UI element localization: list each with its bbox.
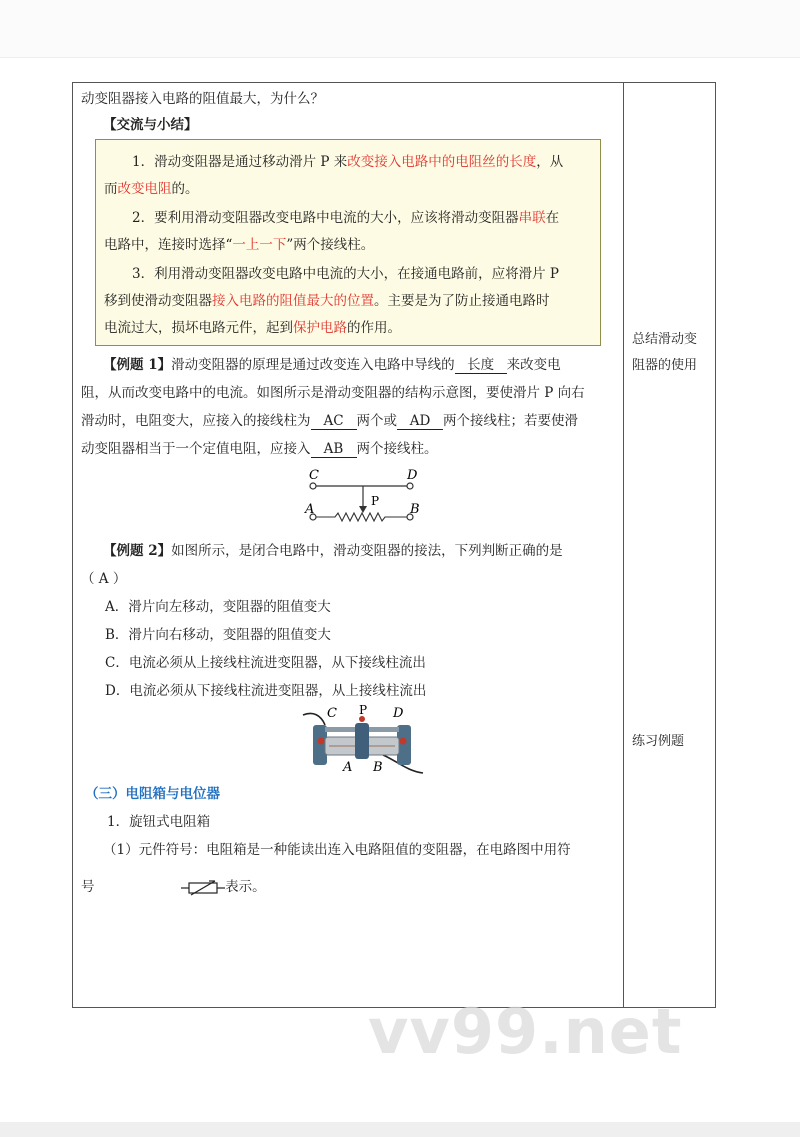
watermark: vv99.net [368,995,683,1068]
label-a2: A [343,760,353,775]
section3-title: （三）电阻箱与电位器 [85,786,220,802]
rheostat-photo-diagram [299,705,429,775]
rheostat-schematic [301,465,421,527]
label-a: A [305,502,315,517]
section3-item1: 1．旋钮式电阻箱 [107,814,211,830]
answer-blank-ac: AC [311,413,357,430]
summary-line-3: 2．要利用滑动变阻器改变电路中电流的大小，应该将滑动变阻器串联在 [132,210,560,226]
answer-blank-length: 长度 [455,353,507,374]
exchange-heading: 【交流与小结】 [103,117,198,133]
answer-blank-ad: AD [397,413,443,430]
label-b: B [410,502,420,517]
example1-line-1: 【例题 1】滑动变阻器的原理是通过改变连入电路中导线的 长度 来改变电 [103,353,561,374]
example1-line-4: 动变阻器相当于一个定值电阻，应接入 AB 两个接线柱。 [81,441,438,457]
intro-line: 动变阻器接入电路的阻值最大，为什么？ [81,91,324,107]
example2-answer: （ A ） [81,571,127,587]
option-a: A．滑片向左移动，变阻器的阻值变大 [105,599,331,615]
label-b2: B [373,760,383,775]
option-d: D．电流必须从下接线柱流进变阻器，从上接线柱流出 [105,683,427,699]
page-bottom-band [0,1122,800,1137]
option-c: C．电流必须从上接线柱流进变阻器，从下接线柱流出 [105,655,426,671]
label-d2: D [393,706,404,721]
example1-line-2: 阻，从而改变电路中的电流。如图所示是滑动变阻器的结构示意图，要使滑片 P 向右 [81,385,585,401]
summary-line-5: 3．利用滑动变阻器改变电路中电流的大小，在接通电路前，应将滑片 P [132,266,559,282]
column-separator [623,83,624,1007]
section3-sub1: （1）元件符号：电阻箱是一种能读出连入电路阻值的变阻器，在电路图中用符 [103,842,571,858]
label-p2: P [359,705,368,717]
side-note-summary: 总结滑动变 阻器的使用 [632,332,698,373]
summary-line-6: 移到使滑动变阻器接入电路的阻值最大的位置。主要是为了防止接通电路时 [104,293,550,309]
section3-sub1-cont: 号 表示。 [81,879,266,895]
lesson-table [72,82,716,1008]
example2-question: 【例题 2】如图所示，是闭合电路中，滑动变阻器的接法，下列判断正确的是 [103,543,563,559]
label-c: C [309,468,319,483]
side-note-practice: 练习例题 [632,734,685,749]
answer-blank-ab: AB [311,441,357,458]
page-top-band [0,0,800,58]
label-p: P [371,494,380,508]
summary-line-1: 1．滑动变阻器是通过移动滑片 P 来改变接入电路中的电阻丝的长度，从 [132,154,564,170]
summary-line-2: 而改变电阻的。 [104,181,199,197]
option-b: B．滑片向右移动，变阻器的阻值变大 [105,627,331,643]
summary-line-4: 电路中，连接时选择“一上一下”两个接线柱。 [104,237,375,253]
label-c2: C [327,706,337,721]
resistance-box-symbol-icon [181,880,225,896]
summary-line-7: 电流过大，损坏电路元件，起到保护电路的作用。 [104,320,401,336]
summary-box [95,139,601,346]
label-d: D [407,468,418,483]
example1-line-3: 滑动时，电阻变大，应接入的接线柱为 AC 两个或 AD 两个接线柱；若要使滑 [81,413,578,429]
